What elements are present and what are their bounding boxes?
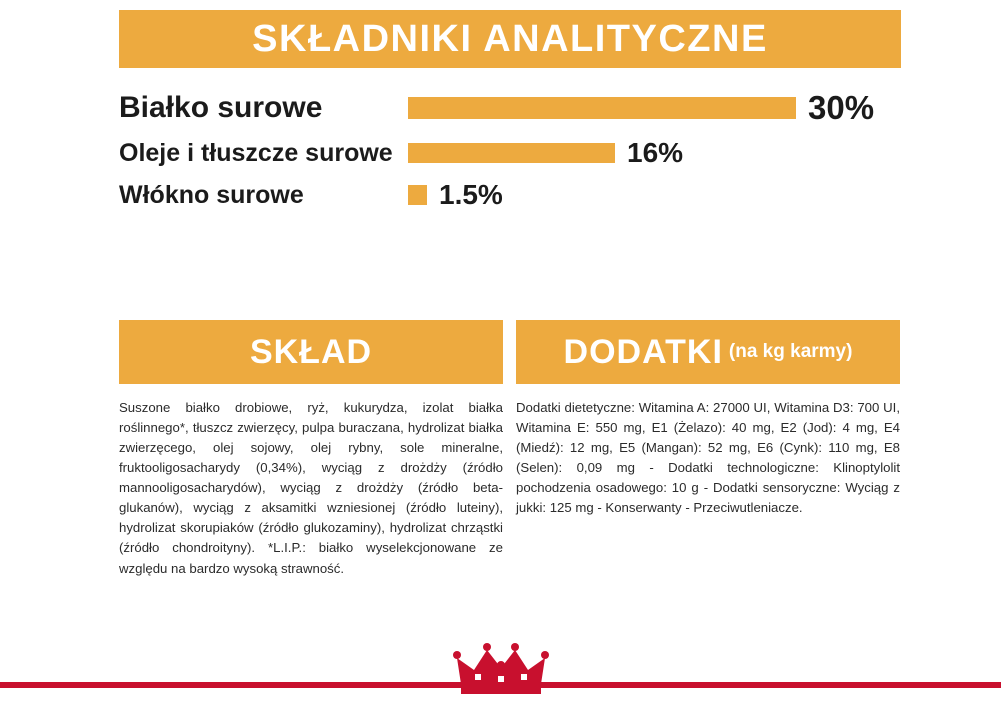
chart-bar <box>408 97 796 119</box>
chart-value-label: 1.5% <box>439 179 503 210</box>
additives-panel-subtitle: (na kg karmy) <box>728 341 853 362</box>
chart-bar-group <box>408 179 901 211</box>
composition-panel <box>119 320 503 579</box>
additives-panel <box>516 320 900 579</box>
chart-category-label: Oleje i tłuszcze surowe <box>119 138 393 167</box>
chart-bar-group <box>408 89 901 127</box>
chart-bar-group <box>408 137 901 169</box>
composition-panel-body: Suszone białko drobiowe, ryż, kukurydza, izolat białka roślinnego*, tłuszcz zwierzęcy, pulpa buraczana, hydrolizat białka zwierzęcego, olej sojowy, olej rybny, sole mineralne, fruktooligosacharydy (0,34%), wyciąg z drożdży (źródło mannooligosacharydów), wyciąg z drożdży (źródło beta-glukanów), wyciąg z aksamitki wzniesionej (źródło luteiny), hydrolizat skorupiaków (źródło glukozaminy), hydrolizat chrząstki (źródło chondroityny). *L.I.P.: białko wyselekcjonowane ze względu na bardzo wysoką strawność. <box>119 400 503 576</box>
chart-category-label: Włókno surowe <box>119 180 304 209</box>
page-title: SKŁADNIKI ANALITYCZNE <box>252 17 768 60</box>
chart-row <box>119 86 901 130</box>
royal-canin-crown-icon <box>441 638 561 708</box>
additives-panel-header <box>516 320 900 384</box>
composition-panel-header <box>119 320 503 384</box>
chart-row <box>119 176 901 214</box>
chart-category-label: Białko surowe <box>119 91 323 124</box>
analytical-constituents-banner <box>119 10 901 68</box>
info-panels <box>119 320 901 579</box>
chart-bar <box>408 185 427 205</box>
additives-panel-body: Dodatki dietetyczne: Witamina A: 27000 UI, Witamina D3: 700 UI, Witamina E: 550 mg, E1 (Żelazo): 40 mg, E2 (Jod): 4 mg, E4 (Miedź): 12 mg, E5 (Mangan): 52 mg, E6 (Cynk): 110 mg, E8 (Selen): 0,09 mg - Dodatki technologiczne: Klinoptylolit pochodzenia osadowego: 10 g - Dodatki sensoryczne: Wyciąg z jukki: 125 mg - Konserwanty - Przeciwutleniacze. <box>516 400 900 516</box>
analytical-constituents-chart <box>119 86 901 236</box>
chart-bar <box>408 143 615 163</box>
composition-panel-title: SKŁAD <box>249 332 373 371</box>
chart-value-label: 30% <box>808 89 875 126</box>
additives-panel-title: DODATKI <box>563 332 723 371</box>
chart-value-label: 16% <box>627 137 684 168</box>
chart-row <box>119 134 901 172</box>
